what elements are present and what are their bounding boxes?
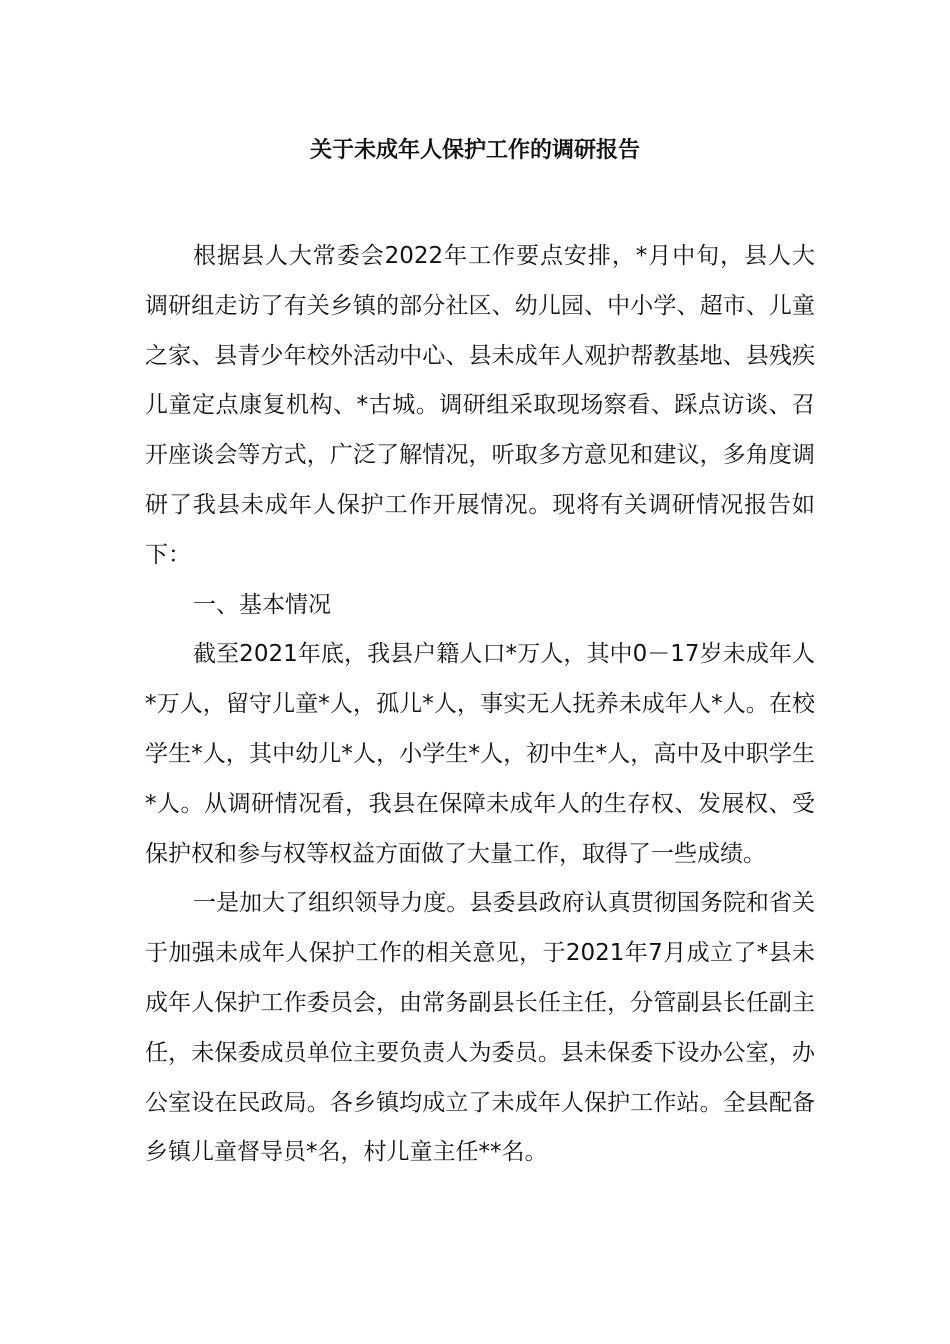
document-title: 关于未成年人保护工作的调研报告 — [309, 138, 640, 163]
paragraph-intro: 根据县人大常委会2022年工作要点安排，*月中旬，县人大调研组走访了有关乡镇的部分社区、幼儿园、中小学、超市、儿童之家、县青少年校外活动中心、县未成年人观护帮教基地、县残疾儿童定点康复机构、*古城。调研组采取现场察看、踩点访谈、召开座谈会等方式，广泛了解情况，听取多方意见和建议，多角度调研了我县未成年人保护工作开展情况。现将有关调研情况报告如下： — [145, 243, 815, 568]
paragraph-statistics: 截至2021年底，我县户籍人口*万人，其中0－17岁未成年人*万人，留守儿童*人，孤儿*人，事实无人抚养未成年人*人。在校学生*人，其中幼儿*人，小学生*人，初中生*人，高中及中职学生*人。从调研情况看，我县在保障未成年人的生存权、发展权、受保护权和参与权等权益方面做了大量工作，取得了一些成绩。 — [145, 641, 815, 867]
section-heading-basic-situation: 一、基本情况 — [193, 591, 331, 618]
document-body — [145, 232, 815, 1178]
paragraph-organization: 一是加大了组织领导力度。县委县政府认真贯彻国务院和省关于加强未成年人保护工作的相关意见，于2021年7月成立了*县未成年人保护工作委员会，由常务副县长任主任，分管副县长任副主任，未保委成员单位主要负责人为委员。县未保委下设办公室，办公室设在民政局。各乡镇均成立了未成年人保护工作站。全县配备乡镇儿童督导员*名，村儿童主任**名。 — [145, 890, 815, 1166]
